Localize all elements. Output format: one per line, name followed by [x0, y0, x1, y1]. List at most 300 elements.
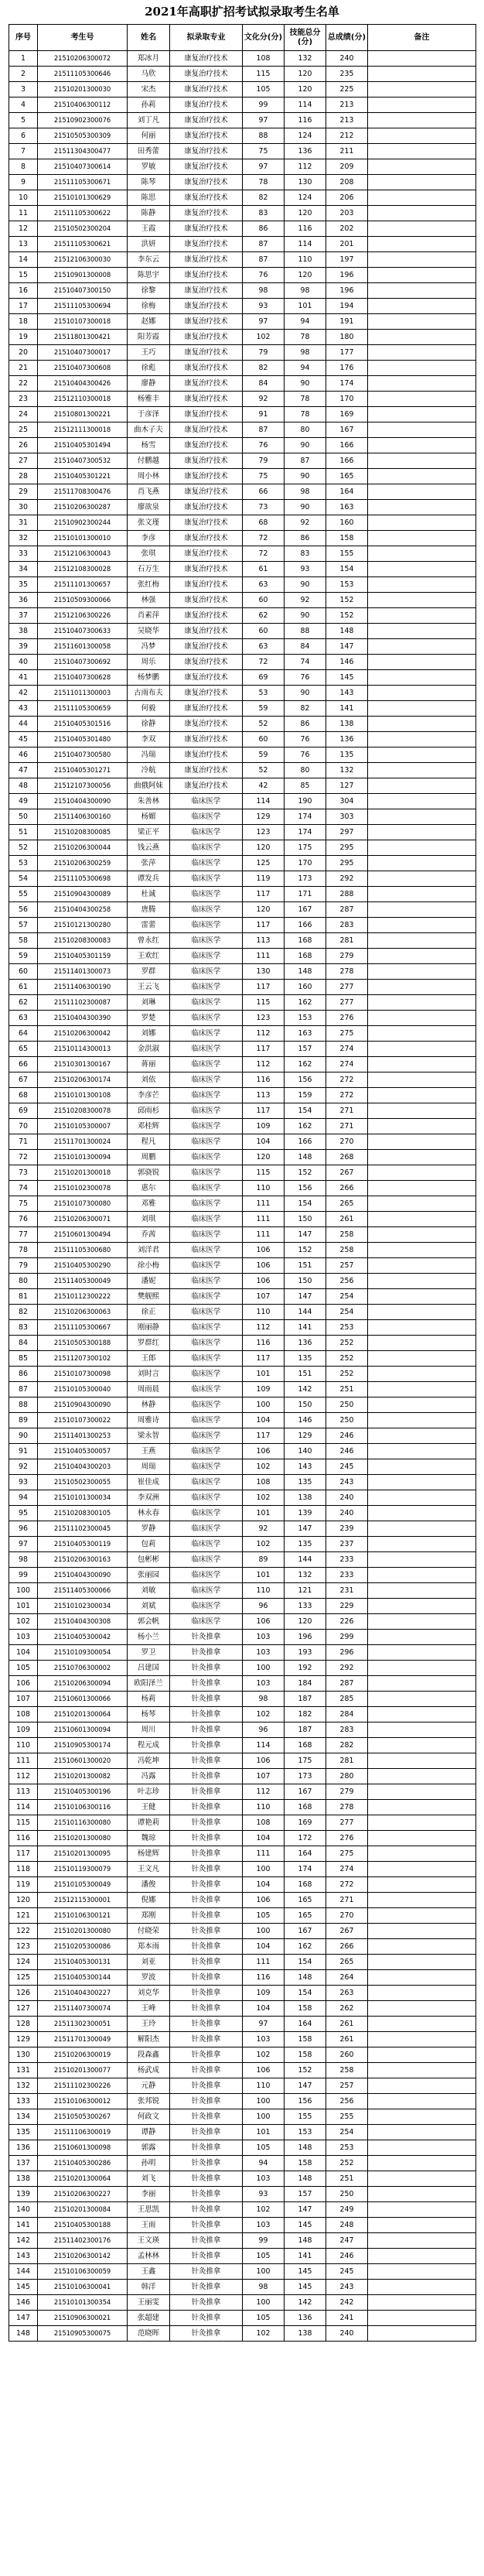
cell-major: 康复治疗技术 — [170, 624, 243, 639]
cell-major: 临床医学 — [170, 1475, 243, 1490]
cell-remarks — [368, 2202, 476, 2218]
cell-name: 惠尔 — [128, 1181, 170, 1196]
cell-remarks — [368, 763, 476, 778]
cell-skill-score: 92 — [285, 593, 326, 608]
table-row — [9, 902, 476, 918]
table-row — [9, 2032, 476, 2047]
cell-remarks — [368, 902, 476, 918]
table-row — [9, 531, 476, 546]
cell-total-score: 203 — [326, 206, 368, 221]
cell-name: 徐小梅 — [128, 1258, 170, 1274]
cell-culture-score: 59 — [243, 701, 285, 717]
cell-skill-score: 187 — [285, 1722, 326, 1738]
cell-skill-score: 136 — [285, 144, 326, 159]
cell-index: 67 — [9, 1072, 38, 1088]
cell-skill-score: 142 — [285, 1382, 326, 1397]
cell-major: 针灸推拿 — [170, 2202, 243, 2218]
cell-skill-score: 153 — [285, 2125, 326, 2140]
cell-exam-id: 21511105300659 — [38, 701, 128, 717]
cell-index: 112 — [9, 1769, 38, 1784]
cell-major: 针灸推拿 — [170, 1784, 243, 1800]
cell-culture-score: 102 — [243, 1490, 285, 1506]
cell-remarks — [368, 1243, 476, 1258]
cell-remarks — [368, 1537, 476, 1552]
cell-name: 孙明 — [128, 2156, 170, 2171]
cell-culture-score: 101 — [243, 1367, 285, 1382]
table-row — [9, 1320, 476, 1336]
cell-exam-id: 21510601300494 — [38, 1227, 128, 1243]
cell-index: 51 — [9, 825, 38, 840]
cell-index: 21 — [9, 361, 38, 376]
cell-index: 102 — [9, 1614, 38, 1630]
table-row — [9, 577, 476, 593]
cell-skill-score: 133 — [285, 1599, 326, 1614]
cell-index: 148 — [9, 2326, 38, 2342]
cell-skill-score: 138 — [285, 1490, 326, 1506]
cell-skill-score: 90 — [285, 469, 326, 484]
cell-major: 康复治疗技术 — [170, 453, 243, 469]
cell-remarks — [368, 778, 476, 794]
cell-major: 康复治疗技术 — [170, 422, 243, 438]
table-row — [9, 1583, 476, 1599]
cell-total-score: 272 — [326, 1877, 368, 1893]
cell-name: 钱云燕 — [128, 840, 170, 856]
cell-culture-score: 52 — [243, 763, 285, 778]
cell-index: 26 — [9, 438, 38, 453]
cell-name: 刘时言 — [128, 1367, 170, 1382]
cell-name: 杨琴 — [128, 1707, 170, 1722]
cell-total-score: 177 — [326, 345, 368, 361]
cell-major: 针灸推拿 — [170, 2264, 243, 2280]
cell-total-score: 261 — [326, 1212, 368, 1227]
cell-exam-id: 21511011300003 — [38, 686, 128, 701]
cell-major: 临床医学 — [170, 995, 243, 1011]
cell-culture-score: 102 — [243, 2326, 285, 2342]
table-row — [9, 1057, 476, 1072]
table-row — [9, 1119, 476, 1134]
cell-remarks — [368, 670, 476, 686]
cell-major: 康复治疗技术 — [170, 299, 243, 314]
cell-remarks — [368, 732, 476, 747]
table-row — [9, 515, 476, 531]
cell-index: 130 — [9, 2047, 38, 2063]
table-row — [9, 268, 476, 283]
cell-exam-id: 21511105300671 — [38, 175, 128, 190]
cell-major: 临床医学 — [170, 1521, 243, 1537]
table-row — [9, 190, 476, 206]
cell-exam-id: 21511401300253 — [38, 1428, 128, 1444]
cell-name: 刘琳 — [128, 995, 170, 1011]
cell-name: 郑本雨 — [128, 1939, 170, 1955]
cell-index: 19 — [9, 330, 38, 345]
cell-culture-score: 107 — [243, 1769, 285, 1784]
cell-major: 康复治疗技术 — [170, 639, 243, 655]
cell-index: 78 — [9, 1243, 38, 1258]
cell-major: 康复治疗技术 — [170, 221, 243, 237]
cell-name: 王郎 — [128, 1351, 170, 1367]
cell-major: 康复治疗技术 — [170, 608, 243, 624]
cell-major: 针灸推拿 — [170, 2280, 243, 2295]
cell-name: 肖素萍 — [128, 608, 170, 624]
cell-exam-id: 21511105300646 — [38, 67, 128, 82]
cell-culture-score: 108 — [243, 1475, 285, 1490]
cell-name: 王云飞 — [128, 980, 170, 995]
cell-major: 临床医学 — [170, 1165, 243, 1181]
cell-exam-id: 21510505300309 — [38, 128, 128, 144]
cell-index: 108 — [9, 1707, 38, 1722]
cell-skill-score: 114 — [285, 237, 326, 252]
cell-index: 92 — [9, 1459, 38, 1475]
cell-total-score: 246 — [326, 1428, 368, 1444]
cell-index: 7 — [9, 144, 38, 159]
cell-remarks — [368, 2109, 476, 2125]
table-row — [9, 1692, 476, 1707]
cell-name: 崔佳成 — [128, 1475, 170, 1490]
cell-major: 康复治疗技术 — [170, 159, 243, 175]
table-row — [9, 1475, 476, 1490]
cell-remarks — [368, 515, 476, 531]
cell-remarks — [368, 1676, 476, 1692]
cell-major: 临床医学 — [170, 1042, 243, 1057]
cell-name: 周鹏 — [128, 1150, 170, 1165]
table-row — [9, 562, 476, 577]
cell-culture-score: 82 — [243, 190, 285, 206]
cell-exam-id: 21511102300226 — [38, 2078, 128, 2094]
cell-name: 曾永红 — [128, 933, 170, 949]
cell-remarks — [368, 453, 476, 469]
cell-remarks — [368, 1382, 476, 1397]
cell-exam-id: 21510405300290 — [38, 1258, 128, 1274]
table-row — [9, 887, 476, 902]
cell-exam-id: 21510105300007 — [38, 1119, 128, 1134]
cell-culture-score: 97 — [243, 159, 285, 175]
cell-index: 15 — [9, 268, 38, 283]
cell-culture-score: 102 — [243, 1707, 285, 1722]
cell-culture-score: 113 — [243, 1088, 285, 1103]
cell-culture-score: 84 — [243, 376, 285, 392]
cell-index: 96 — [9, 1521, 38, 1537]
cell-culture-score: 110 — [243, 1583, 285, 1599]
cell-name: 张红梅 — [128, 577, 170, 593]
cell-exam-id: 21512106300030 — [38, 252, 128, 268]
cell-name: 李双洲 — [128, 1490, 170, 1506]
cell-index: 54 — [9, 871, 38, 887]
cell-name: 付晓荣 — [128, 1924, 170, 1939]
cell-total-score: 295 — [326, 840, 368, 856]
cell-exam-id: 21510407300150 — [38, 283, 128, 299]
cell-major: 针灸推拿 — [170, 2326, 243, 2342]
col-header-culture-score: 文化分(分) — [243, 25, 285, 51]
cell-index: 70 — [9, 1119, 38, 1134]
cell-name: 包莉 — [128, 1537, 170, 1552]
cell-total-score: 127 — [326, 778, 368, 794]
cell-skill-score: 162 — [285, 1057, 326, 1072]
cell-major: 临床医学 — [170, 1103, 243, 1119]
cell-skill-score: 78 — [285, 407, 326, 422]
cell-remarks — [368, 97, 476, 113]
cell-exam-id: 21510119300079 — [38, 1862, 128, 1877]
table-row — [9, 593, 476, 608]
cell-culture-score: 72 — [243, 546, 285, 562]
cell-exam-id: 21510407300608 — [38, 361, 128, 376]
cell-remarks — [368, 299, 476, 314]
cell-name: 张琪 — [128, 546, 170, 562]
cell-exam-id: 21510905300174 — [38, 1738, 128, 1753]
cell-skill-score: 165 — [285, 1893, 326, 1908]
cell-skill-score: 170 — [285, 856, 326, 871]
cell-index: 3 — [9, 82, 38, 97]
cell-exam-id: 21510406300112 — [38, 97, 128, 113]
cell-skill-score: 148 — [285, 2140, 326, 2156]
cell-skill-score: 84 — [285, 639, 326, 655]
cell-name: 曲俄阿妹 — [128, 778, 170, 794]
cell-index: 134 — [9, 2109, 38, 2125]
cell-major: 康复治疗技术 — [170, 577, 243, 593]
cell-culture-score: 117 — [243, 1042, 285, 1057]
cell-remarks — [368, 1413, 476, 1428]
cell-index: 60 — [9, 964, 38, 980]
table-row — [9, 980, 476, 995]
cell-remarks — [368, 1862, 476, 1877]
table-row — [9, 1769, 476, 1784]
cell-index: 37 — [9, 608, 38, 624]
cell-remarks — [368, 2233, 476, 2249]
cell-major: 临床医学 — [170, 1614, 243, 1630]
cell-index: 45 — [9, 732, 38, 747]
cell-culture-score: 104 — [243, 1877, 285, 1893]
cell-exam-id: 21510101300034 — [38, 1490, 128, 1506]
cell-total-score: 281 — [326, 1753, 368, 1769]
table-row — [9, 1568, 476, 1583]
table-row — [9, 1722, 476, 1738]
cell-exam-id: 21510407300628 — [38, 670, 128, 686]
cell-major: 临床医学 — [170, 980, 243, 995]
cell-remarks — [368, 1893, 476, 1908]
cell-total-score: 257 — [326, 2078, 368, 2094]
cell-remarks — [368, 1336, 476, 1351]
cell-major: 康复治疗技术 — [170, 593, 243, 608]
cell-exam-id: 21510407300633 — [38, 624, 128, 639]
cell-major: 临床医学 — [170, 1367, 243, 1382]
cell-exam-id: 21510405301480 — [38, 732, 128, 747]
cell-major: 临床医学 — [170, 1428, 243, 1444]
cell-major: 临床医学 — [170, 1413, 243, 1428]
cell-total-score: 283 — [326, 1722, 368, 1738]
cell-total-score: 249 — [326, 2202, 368, 2218]
cell-index: 42 — [9, 686, 38, 701]
cell-culture-score: 62 — [243, 608, 285, 624]
cell-index: 76 — [9, 1212, 38, 1227]
cell-index: 131 — [9, 2063, 38, 2078]
col-header-skill-score: 技能总分(分) — [285, 25, 326, 51]
cell-exam-id: 21510706300002 — [38, 1661, 128, 1676]
cell-remarks — [368, 361, 476, 376]
cell-culture-score: 97 — [243, 314, 285, 330]
cell-major: 针灸推拿 — [170, 2140, 243, 2156]
cell-name: 元静 — [128, 2078, 170, 2094]
cell-name: 徐静 — [128, 717, 170, 732]
cell-culture-score: 125 — [243, 856, 285, 871]
cell-major: 临床医学 — [170, 933, 243, 949]
cell-name: 魏琼 — [128, 1831, 170, 1846]
cell-exam-id: 21510107300098 — [38, 1367, 128, 1382]
cell-total-score: 277 — [326, 995, 368, 1011]
cell-culture-score: 108 — [243, 1815, 285, 1831]
cell-name: 王巧 — [128, 345, 170, 361]
cell-total-score: 240 — [326, 1490, 368, 1506]
cell-index: 121 — [9, 1908, 38, 1924]
cell-exam-id: 21510502300055 — [38, 1475, 128, 1490]
cell-remarks — [368, 840, 476, 856]
table-row — [9, 1815, 476, 1831]
cell-culture-score: 103 — [243, 1645, 285, 1661]
cell-major: 临床医学 — [170, 1119, 243, 1134]
cell-remarks — [368, 686, 476, 701]
cell-exam-id: 21510206300071 — [38, 1212, 128, 1227]
cell-name: 金洪淑 — [128, 1042, 170, 1057]
cell-skill-score: 90 — [285, 577, 326, 593]
cell-total-score: 202 — [326, 221, 368, 237]
cell-name: 杨雪 — [128, 438, 170, 453]
cell-major: 康复治疗技术 — [170, 392, 243, 407]
cell-skill-score: 87 — [285, 453, 326, 469]
cell-culture-score: 117 — [243, 1103, 285, 1119]
table-row — [9, 2156, 476, 2171]
cell-major: 针灸推拿 — [170, 2171, 243, 2187]
table-header-row — [9, 25, 476, 51]
cell-exam-id: 21510101300094 — [38, 1150, 128, 1165]
cell-name: 何政文 — [128, 2109, 170, 2125]
cell-culture-score: 105 — [243, 2311, 285, 2326]
cell-exam-id: 21510201300064 — [38, 2171, 128, 2187]
table-row — [9, 1305, 476, 1320]
cell-remarks — [368, 1552, 476, 1568]
cell-culture-score: 103 — [243, 2171, 285, 2187]
cell-remarks — [368, 206, 476, 221]
cell-name: 周雅诗 — [128, 1413, 170, 1428]
cell-skill-score: 164 — [285, 2017, 326, 2032]
cell-remarks — [368, 825, 476, 840]
cell-total-score: 240 — [326, 1506, 368, 1521]
cell-exam-id: 21510905300075 — [38, 2326, 128, 2342]
cell-culture-score: 92 — [243, 392, 285, 407]
cell-culture-score: 60 — [243, 624, 285, 639]
cell-skill-score: 93 — [285, 562, 326, 577]
cell-exam-id: 21510208300105 — [38, 1506, 128, 1521]
cell-culture-score: 100 — [243, 2264, 285, 2280]
cell-index: 30 — [9, 500, 38, 515]
cell-total-score: 147 — [326, 639, 368, 655]
cell-index: 25 — [9, 422, 38, 438]
table-row — [9, 237, 476, 252]
cell-total-score: 213 — [326, 113, 368, 128]
table-row — [9, 1072, 476, 1088]
cell-culture-score: 109 — [243, 1382, 285, 1397]
cell-remarks — [368, 2280, 476, 2295]
cell-exam-id: 21510105300049 — [38, 1877, 128, 1893]
cell-culture-score: 100 — [243, 1661, 285, 1676]
cell-major: 针灸推拿 — [170, 1800, 243, 1815]
cell-name: 王文凡 — [128, 1862, 170, 1877]
cell-remarks — [368, 221, 476, 237]
cell-exam-id: 21510208300078 — [38, 1103, 128, 1119]
table-row — [9, 546, 476, 562]
cell-total-score: 245 — [326, 1459, 368, 1475]
cell-skill-score: 90 — [285, 438, 326, 453]
cell-exam-id: 21510114300013 — [38, 1042, 128, 1057]
cell-name: 邓桂辉 — [128, 1119, 170, 1134]
cell-name: 刘飞 — [128, 2171, 170, 2187]
cell-total-score: 270 — [326, 1908, 368, 1924]
cell-total-score: 152 — [326, 608, 368, 624]
cell-culture-score: 102 — [243, 1537, 285, 1552]
cell-major: 临床医学 — [170, 887, 243, 902]
cell-major: 临床医学 — [170, 949, 243, 964]
cell-total-score: 233 — [326, 1552, 368, 1568]
cell-major: 康复治疗技术 — [170, 376, 243, 392]
cell-name: 杨莉 — [128, 1692, 170, 1707]
cell-exam-id: 21510206300163 — [38, 1552, 128, 1568]
cell-exam-id: 21510405300286 — [38, 2156, 128, 2171]
cell-name: 周川 — [128, 1722, 170, 1738]
cell-skill-score: 85 — [285, 778, 326, 794]
cell-exam-id: 21510102300078 — [38, 1181, 128, 1196]
table-row — [9, 995, 476, 1011]
cell-remarks — [368, 1367, 476, 1382]
table-row — [9, 314, 476, 330]
cell-remarks — [368, 1428, 476, 1444]
col-header-index: 序号 — [9, 25, 38, 51]
cell-name: 梁永智 — [128, 1428, 170, 1444]
cell-total-score: 141 — [326, 701, 368, 717]
cell-remarks — [368, 1568, 476, 1583]
cell-name: 王思凯 — [128, 2202, 170, 2218]
cell-skill-score: 182 — [285, 1707, 326, 1722]
cell-major: 临床医学 — [170, 1274, 243, 1289]
table-row — [9, 1134, 476, 1150]
cell-remarks — [368, 159, 476, 175]
cell-skill-score: 175 — [285, 1753, 326, 1769]
table-row — [9, 624, 476, 639]
cell-index: 68 — [9, 1088, 38, 1103]
cell-skill-score: 162 — [285, 1939, 326, 1955]
cell-exam-id: 21510106300012 — [38, 2094, 128, 2109]
cell-name: 谭发兵 — [128, 871, 170, 887]
cell-total-score: 303 — [326, 809, 368, 825]
cell-culture-score: 111 — [243, 1212, 285, 1227]
cell-index: 57 — [9, 918, 38, 933]
cell-index: 95 — [9, 1506, 38, 1521]
table-row — [9, 67, 476, 82]
cell-name: 林永春 — [128, 1506, 170, 1521]
cell-culture-score: 104 — [243, 1413, 285, 1428]
cell-skill-score: 138 — [285, 2326, 326, 2342]
cell-major: 针灸推拿 — [170, 1893, 243, 1908]
cell-exam-id: 21512110300018 — [38, 392, 128, 407]
cell-exam-id: 21510405301159 — [38, 949, 128, 964]
cell-skill-score: 162 — [285, 1119, 326, 1134]
cell-total-score: 213 — [326, 97, 368, 113]
cell-major: 康复治疗技术 — [170, 51, 243, 67]
table-row — [9, 1026, 476, 1042]
cell-remarks — [368, 1011, 476, 1026]
cell-skill-score: 98 — [285, 345, 326, 361]
cell-name: 郭会帆 — [128, 1614, 170, 1630]
cell-major: 康复治疗技术 — [170, 237, 243, 252]
cell-name: 郭骁锐 — [128, 1165, 170, 1181]
cell-exam-id: 21510102300034 — [38, 1599, 128, 1614]
cell-remarks — [368, 1784, 476, 1800]
